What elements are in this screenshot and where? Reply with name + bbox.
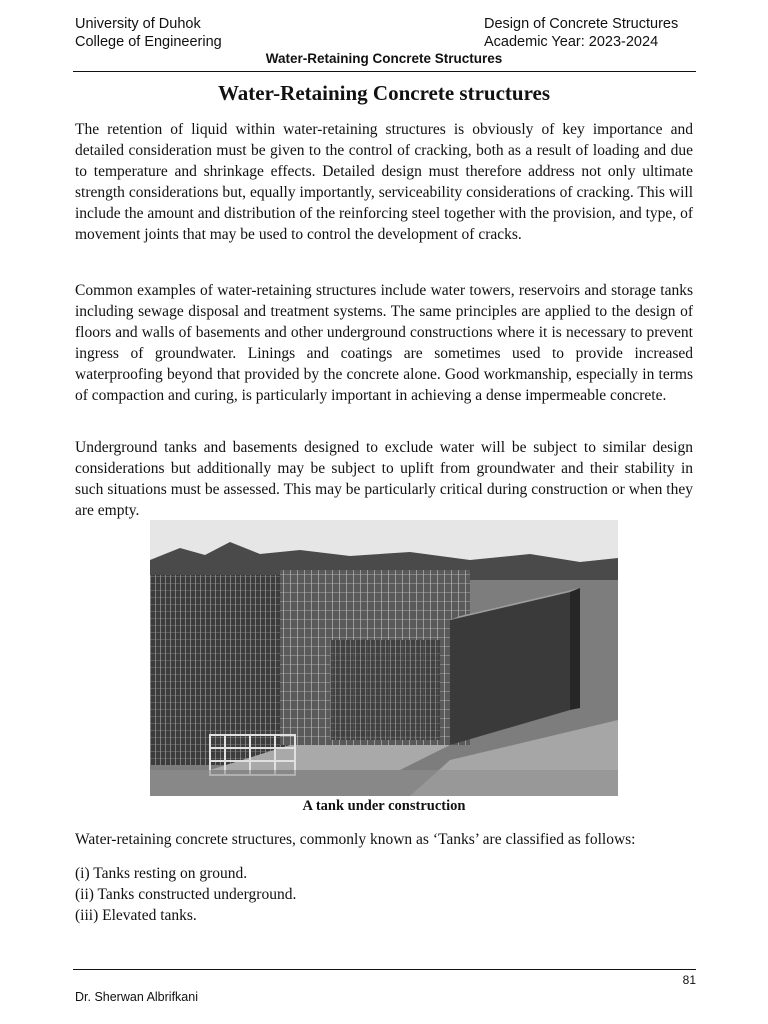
paragraph-underground: Underground tanks and basements designed to exclude water will be subject to similar design considerations but additionally may be subject to uplift from groundwater and their stability in such situations must be assessed. This may be particularly critical during construction or when they are empty. [75,439,693,519]
figure-caption: A tank under construction [302,798,466,814]
list-item: (ii) Tanks constructed underground. [75,886,297,903]
tank-construction-photo [150,520,618,796]
footer-divider [73,969,696,970]
course-name: Design of Concrete Structures [484,16,679,32]
college-name: College of Engineering [75,34,222,50]
paragraph-cracking: The retention of liquid within water-retaining structures is obviously of key importance and detailed consideration must be given to the control of cracking, both as a result of loading and due to temperature and shrinkage effects. Detailed design must therefore address not only ultimate strength considerations but, equally importantly, serviceability considerations of cracking. This will include the amount and distribution of the reinforcing steel together with the provision, and type, of movement joints that may be used to control the development of cracks. [75,121,693,243]
list-item: (iii) Elevated tanks. [75,907,197,924]
page-title: Water-Retaining Concrete structures [217,81,551,105]
header-divider [73,71,696,72]
running-header-title: Water-Retaining Concrete Structures [265,51,503,66]
author-name: Dr. Sherwan Albrifkani [75,990,198,1004]
list-item: (i) Tanks resting on ground. [75,865,248,882]
page-number: 81 [682,973,696,987]
tank-classification-list [75,863,296,926]
paragraph-examples: Common examples of water-retaining structures include water towers, reservoirs and storage tanks including sewage disposal and treatment systems. The same principles are applied to the design of floors and walls of basements and other underground constructions where it is necessary to prevent ingress of groundwater. Linings and coatings are sometimes used to provide increased waterproofing beyond that provided by the concrete alone. Good workmanship, especially in terms of compaction and curing, is particularly important in achieving a dense impermeable concrete. [75,282,693,404]
academic-year: Academic Year: 2023-2024 [484,34,659,50]
classification-intro: Water-retaining concrete structures, commonly known as ‘Tanks’ are classified as follows: [75,831,636,848]
university-name: University of Duhok [75,16,201,32]
